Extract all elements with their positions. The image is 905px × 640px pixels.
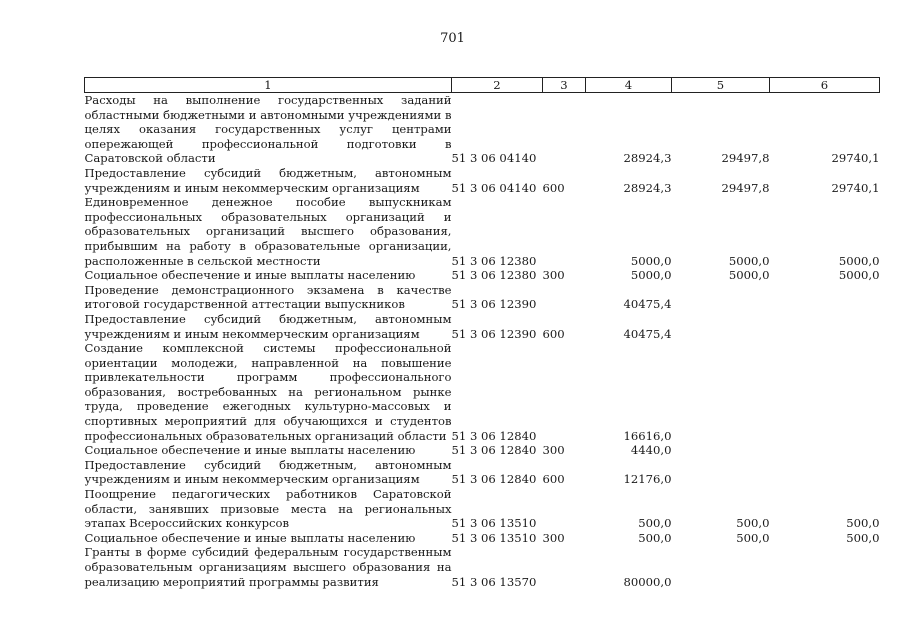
expense-type-code	[543, 341, 586, 443]
budget-code: 51 3 06 13510	[451, 516, 537, 531]
table-row	[85, 487, 880, 531]
amount-year-1: 12176,0	[623, 472, 672, 487]
budget-code: 51 3 06 12380	[451, 268, 537, 283]
expense-type-code	[543, 93, 586, 166]
table-row	[85, 93, 880, 166]
amount-year-2: 29497,8	[721, 151, 770, 166]
column-header: 1	[85, 78, 452, 93]
amount-year-3: 500,0	[846, 530, 880, 545]
table-row	[85, 341, 880, 443]
amount-year-3: 29740,1	[831, 180, 880, 195]
amount-year-3	[770, 341, 880, 443]
budget-code: 51 3 06 12390	[451, 326, 537, 341]
amount-year-2: 5000,0	[728, 268, 770, 283]
expense-type-code	[543, 195, 586, 268]
expense-type-code: 600	[542, 326, 565, 341]
amount-year-1: 500,0	[638, 516, 672, 531]
item-name: Предоставление субсидий бюджетным, автономным учреждениям и иным некоммерческим организациям	[84, 457, 452, 487]
table-row	[85, 458, 880, 487]
expense-type-code: 300	[542, 530, 565, 545]
table-row	[85, 443, 880, 458]
amount-year-2: 5000,0	[728, 253, 770, 268]
amount-year-2: 500,0	[736, 516, 770, 531]
amount-year-3	[770, 545, 880, 589]
column-header: 4	[586, 78, 672, 93]
amount-year-1: 500,0	[638, 530, 672, 545]
budget-code: 51 3 06 12380	[451, 253, 537, 268]
item-name: Гранты в форме субсидий федеральным государственным образовательным организациям высшего образования на реализацию мероприятий программы развития	[84, 545, 452, 589]
amount-year-2	[672, 443, 770, 458]
item-name: Социальное обеспечение и иные выплаты населению	[84, 530, 416, 545]
amount-year-1: 80000,0	[623, 574, 672, 589]
item-name: Предоставление субсидий бюджетным, автономным учреждениям и иным некоммерческим организациям	[84, 311, 452, 341]
amount-year-1: 5000,0	[630, 268, 672, 283]
table-row	[85, 268, 880, 283]
column-header: 3	[543, 78, 586, 93]
budget-code: 51 3 06 04140	[451, 180, 537, 195]
table-row	[85, 545, 880, 589]
amount-year-2	[672, 458, 770, 487]
amount-year-2: 29497,8	[721, 180, 770, 195]
item-name: Социальное обеспечение и иные выплаты населению	[84, 443, 416, 458]
expense-type-code	[543, 545, 586, 589]
expense-type-code: 600	[542, 472, 565, 487]
amount-year-3: 29740,1	[831, 151, 880, 166]
item-name: Социальное обеспечение и иные выплаты населению	[84, 268, 416, 283]
expense-type-code: 600	[542, 180, 565, 195]
budget-code: 51 3 06 12840	[451, 443, 537, 458]
amount-year-3	[770, 458, 880, 487]
amount-year-2	[672, 312, 770, 341]
table-row	[85, 283, 880, 312]
expense-type-code: 300	[542, 443, 565, 458]
budget-code: 51 3 06 13510	[451, 530, 537, 545]
item-name: Расходы на выполнение государственных заданий областными бюджетными и автономными учреждениями в целях оказания государственных услуг центрами опережающей профессиональной подготовки в Саратовской области	[84, 93, 452, 166]
amount-year-2	[672, 341, 770, 443]
expense-type-code	[543, 283, 586, 312]
column-header: 5	[672, 78, 770, 93]
item-name: Предоставление субсидий бюджетным, автономным учреждениям и иным некоммерческим организациям	[84, 165, 452, 195]
page-number: 701	[440, 31, 465, 46]
amount-year-2	[672, 545, 770, 589]
header-row	[85, 78, 880, 93]
amount-year-3: 5000,0	[838, 268, 880, 283]
item-name: Проведение демонстрационного экзамена в качестве итоговой государственной аттестации выпускников	[84, 282, 452, 312]
amount-year-3: 500,0	[846, 516, 880, 531]
amount-year-1: 5000,0	[630, 253, 672, 268]
budget-code: 51 3 06 12840	[451, 428, 537, 443]
item-name: Создание комплексной системы профессиональной ориентации молодежи, направленной на повышение привлекательности программ профессионального образования, востребованных на региональном рынке труда, проведение ежегодных культурно-массовых и спортивных мероприятий для обучающихся и студентов профессиональных образовательных организаций области	[84, 341, 452, 443]
table-row	[85, 166, 880, 195]
amount-year-3	[770, 443, 880, 458]
budget-code: 51 3 06 12840	[451, 472, 537, 487]
amount-year-3	[770, 312, 880, 341]
table-row	[85, 531, 880, 546]
column-header: 6	[770, 78, 880, 93]
item-name: Поощрение педагогических работников Саратовской области, занявших призовые места на региональных этапах Всероссийских конкурсов	[84, 487, 452, 531]
budget-table	[84, 77, 880, 589]
budget-code: 51 3 06 13570	[451, 574, 537, 589]
expense-type-code	[543, 487, 586, 531]
amount-year-1: 28924,3	[623, 180, 672, 195]
amount-year-2	[672, 283, 770, 312]
amount-year-3: 5000,0	[838, 253, 880, 268]
amount-year-1: 4440,0	[630, 443, 672, 458]
table-row	[85, 312, 880, 341]
table-row	[85, 195, 880, 268]
amount-year-2: 500,0	[736, 530, 770, 545]
amount-year-3	[770, 283, 880, 312]
amount-year-1: 40475,4	[623, 326, 672, 341]
item-name: Единовременное денежное пособие выпускникам профессиональных образовательных организаций и образовательных организаций высшего образования, прибывшим на работу в образовательные организации, расположенные в сельской местности	[84, 195, 452, 268]
column-header: 2	[452, 78, 543, 93]
amount-year-1: 40475,4	[623, 297, 672, 312]
budget-code: 51 3 06 04140	[451, 151, 537, 166]
expense-type-code: 300	[542, 268, 565, 283]
amount-year-1: 16616,0	[623, 428, 672, 443]
amount-year-1: 28924,3	[623, 151, 672, 166]
budget-code: 51 3 06 12390	[451, 297, 537, 312]
